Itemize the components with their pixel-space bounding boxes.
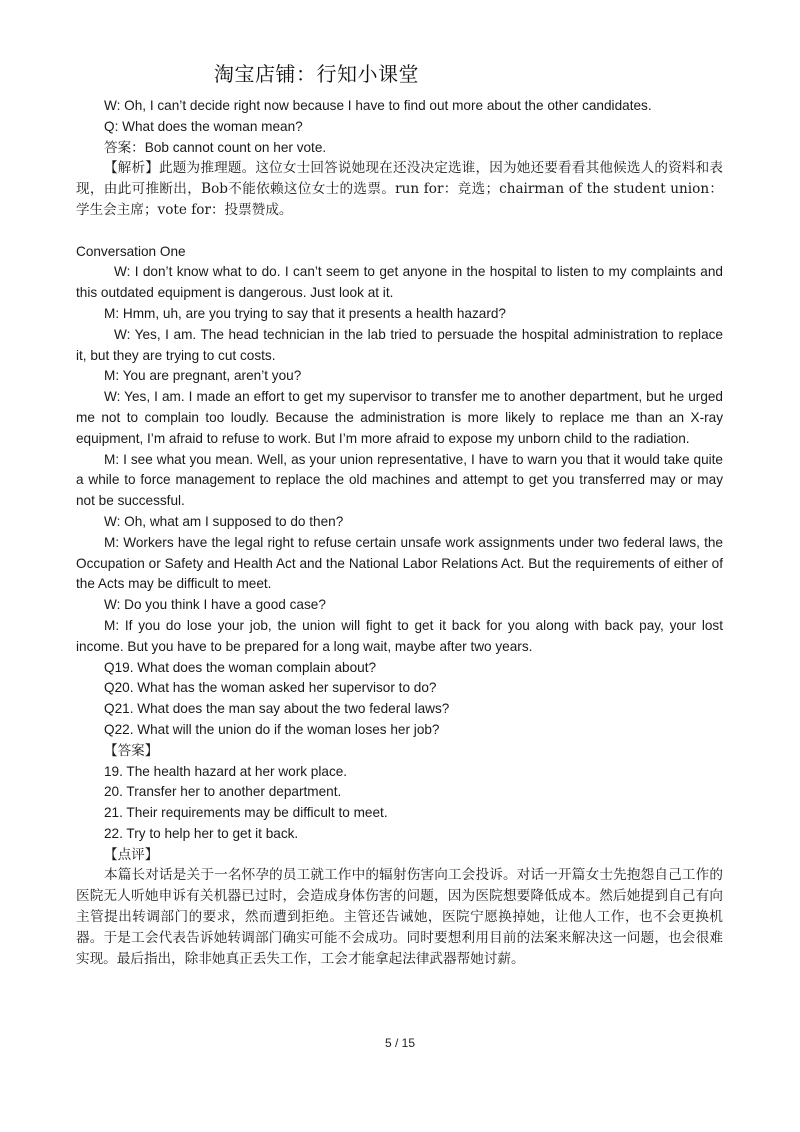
dialogue-line: W: I don’t know what to do. I can’t seem to get anyone in the hospital to listen to my complaints and this outdated equipment is dangerous. Just look at it. <box>76 264 723 301</box>
answer-item: 21. Their requirements may be difficult to meet. <box>104 805 388 821</box>
dialogue-line: M: I see what you mean. Well, as your union representative, I have to warn you that it would take quite a while to force management to replace the old machines and attempt to get you transferred may or may not be successful. <box>76 451 723 509</box>
question-item: Q21. What does the man say about the two federal laws? <box>104 701 450 717</box>
page-number: 5 / 15 <box>384 1036 416 1050</box>
prev-q-line: Q: What does the woman mean? <box>104 118 303 134</box>
answer-item: 22. Try to help her to get it back. <box>104 825 299 841</box>
answer-item: 20. Transfer her to another department. <box>104 784 342 800</box>
dialogue-line: M: Hmm, uh, are you trying to say that it presents a health hazard? <box>104 305 506 321</box>
question-item: Q22. What will the union do if the woman loses her job? <box>104 721 440 737</box>
document-body <box>76 96 723 969</box>
dialogue-line: W: Do you think I have a good case? <box>104 597 326 613</box>
conversation-title: Conversation One <box>76 243 186 259</box>
comment-paragraph: 本篇长对话是关于一名怀孕的员工就工作中的辐射伤害向工会投诉。对话一开篇女士先抱怨自己工作的医院无人听她申诉有关机器已过时，会造成身体伤害的问题，因为医院想要降低成本。然后她提到自己有向主管提出转调部门的要求，然而遭到拒绝。主管还告诫她，医院宁愿换掉她，让他人工作，也不会更换机器。于是工会代表告诉她转调部门确实可能不会成功。同时要想利用目前的法案来解决这一问题，也会很难实现。最后指出，除非她真正丢失工作，工会才能拿起法律武器帮她讨薪。 <box>76 867 723 967</box>
prev-w-line: W: Oh, I can’t decide right now because I have to find out more about the other candidates. <box>104 98 652 113</box>
answers-heading: 【答案】 <box>104 742 159 759</box>
page-header: 淘宝店铺：行知小课堂 <box>214 62 419 86</box>
dialogue-line: M: You are pregnant, aren’t you? <box>104 368 302 384</box>
prev-answer: 答案：Bob cannot count on her vote. <box>104 139 327 155</box>
question-item: Q20. What has the woman asked her supervisor to do? <box>104 680 437 696</box>
answer-item: 19. The health hazard at her work place. <box>104 763 348 779</box>
section-gap <box>76 221 723 242</box>
dialogue-line: W: Yes, I am. I made an effort to get my supervisor to transfer me to another department, but he urged me not to complain too loudly. Because the administration is more likely to replace me than an X-ray equipment, I’m afraid to refuse to work. But I’m more afraid to expose my unborn child to the radiation. <box>76 389 723 446</box>
comment-heading: 【点评】 <box>104 846 159 863</box>
dialogue-line: M: If you do lose your job, the union will fight to get it back for you along with back pay, your lost income. But you have to be prepared for a long wait, maybe after two years. <box>76 617 723 654</box>
dialogue-line: W: Yes, I am. The head technician in the lab tried to persuade the hospital administration to replace it, but they are trying to cut costs. <box>76 326 723 363</box>
prev-analysis: 【解析】此题为推理题。这位女士回答说她现在还没决定选谁，因为她还要看看其他候选人的资料和表现，由此可推断出，Bob不能依赖这位女士的选票。run for：竞选；chairman of the student union：学生会主席；vote for：投票赞成。 <box>76 160 723 218</box>
question-item: Q19. What does the woman complain about? <box>104 659 377 675</box>
dialogue-line: M: Workers have the legal right to refuse certain unsafe work assignments under two federal laws, the Occupation or Safety and Health Act and the National Labor Relations Act. But the requirements of either of the Acts may be difficult to meet. <box>76 534 723 592</box>
dialogue-line: W: Oh, what am I supposed to do then? <box>104 513 344 529</box>
